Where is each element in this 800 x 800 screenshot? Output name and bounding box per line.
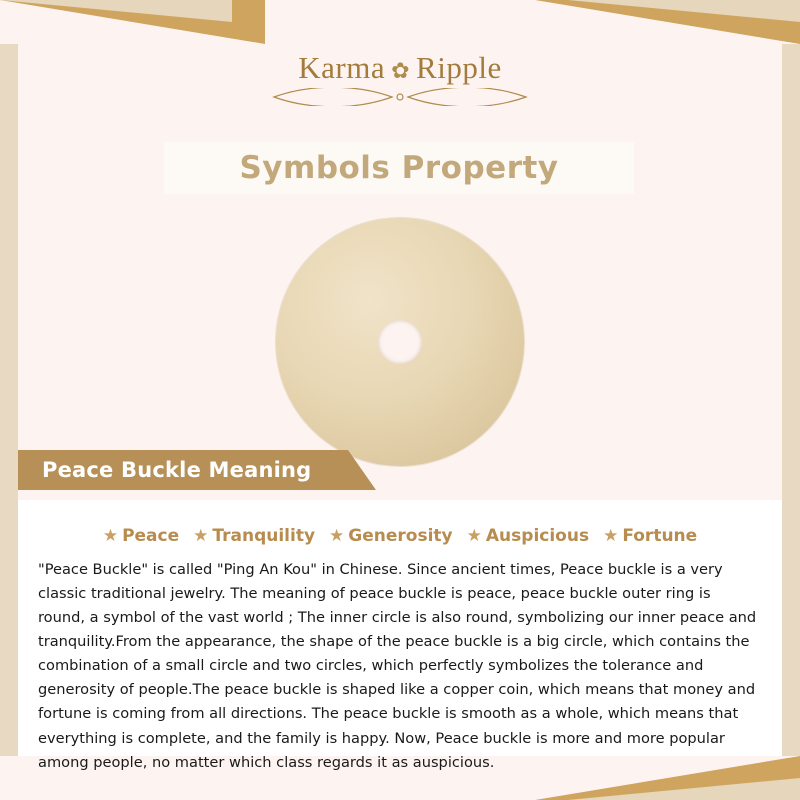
brand-logo — [18, 50, 782, 110]
title-band — [164, 142, 634, 194]
brand-name-left: Karma — [298, 50, 386, 85]
keyword-list — [36, 526, 764, 546]
star-icon: ★ — [603, 526, 619, 545]
poster-inner — [18, 0, 782, 800]
keyword-item — [603, 526, 697, 546]
description-panel — [18, 500, 782, 771]
brand-name-right: Ripple — [416, 50, 502, 85]
keyword-item — [329, 526, 453, 546]
brand-wordmark — [298, 50, 501, 86]
description-text: "Peace Buckle" is called "Ping An Kou" in Chinese. Since ancient times, Peace buckle is a very classic traditional jewelry. The meaning of peace buckle is peace, peace buckle outer ring is round, a symbol of the vast world ; The inner circle is also round, symbolizing our inner peace and tranquility.From the appearance, the shape of the peace buckle is a big circle, which contains the combination of a small circle and two circles, which perfectly symbolizes the tolerance and generosity of people.The peace buckle is shaped like a copper coin, which means that money and fortune is coming from all directions. The peace buckle is smooth as a whole, which means that everything is complete, and the family is happy. Now, Peace buckle is more and more popular among people, no matter which class regards it as auspicious. — [38, 561, 757, 771]
side-border-right — [782, 44, 800, 756]
keyword-label: Auspicious — [485, 526, 590, 546]
star-icon: ★ — [329, 526, 345, 545]
side-border-left — [0, 44, 18, 756]
swirl-divider-icon — [270, 88, 530, 106]
star-icon: ★ — [193, 526, 209, 545]
keyword-label: Peace — [122, 526, 180, 546]
section-heading: Peace Buckle Meaning — [42, 458, 312, 482]
product-image — [18, 208, 782, 458]
star-icon: ★ — [102, 526, 119, 545]
lotus-icon: ✿ — [391, 57, 411, 83]
keyword-item — [103, 526, 179, 546]
section-ribbon — [18, 450, 348, 490]
peace-buckle-disc — [276, 218, 524, 466]
keyword-item — [467, 526, 589, 546]
keyword-label: Fortune — [622, 526, 698, 546]
keyword-item — [193, 526, 315, 546]
keyword-label: Tranquility — [212, 526, 316, 546]
star-icon: ★ — [466, 526, 482, 545]
page-title: Symbols Property — [239, 150, 559, 186]
peace-buckle-hole — [378, 320, 422, 364]
keyword-label: Generosity — [348, 526, 453, 546]
